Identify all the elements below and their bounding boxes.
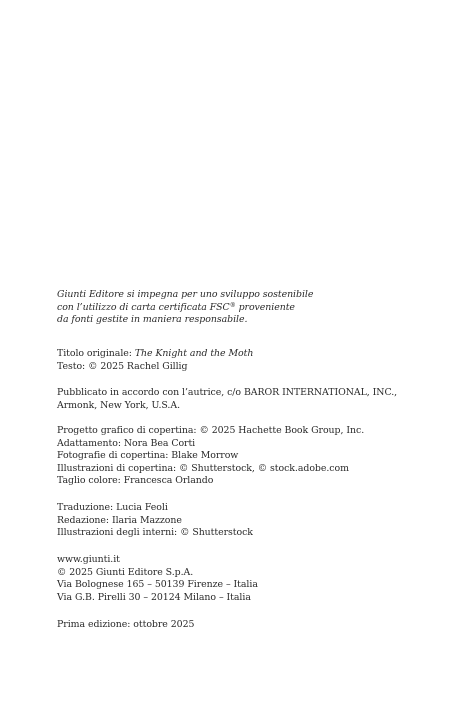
- fsc-line-2-end: proveniente: [235, 301, 295, 313]
- credit-line: Progetto grafico di copertina: © 2025 Hachette Book Group, Inc.: [57, 425, 365, 436]
- text-credit: Testo: © 2025 Rachel Gillig: [57, 360, 188, 372]
- publisher-copyright: © 2025 Giunti Editore S.p.A.: [57, 566, 194, 578]
- registered-mark: ®: [229, 301, 236, 309]
- publisher-address-milan: Via G.B. Pirelli 30 – 20124 Milano – Italia: [57, 591, 251, 603]
- translation-line: Traduzione: Lucia Feoli: [57, 502, 168, 513]
- publication-agreement: [57, 387, 437, 412]
- credit-line: Taglio colore: Francesca Orlando: [57, 475, 214, 487]
- publisher-address-florence: Via Bolognese 165 – 50139 Firenze – Italia: [57, 579, 258, 591]
- original-title-block: [57, 348, 437, 373]
- publisher-website: www.giunti.it: [57, 554, 120, 565]
- publication-line-1: Pubblicato in accordo con l’autrice, c/o BAROR INTERNATIONAL, INC.,: [57, 387, 398, 398]
- edition-info: [57, 619, 437, 632]
- fsc-line-2-text: con l’utilizzo di carta certificata FSC: [57, 301, 230, 313]
- fsc-line-2: [57, 302, 437, 315]
- publication-line-2: Armonk, New York, U.S.A.: [57, 399, 180, 411]
- credit-line: Adattamento: Nora Bea Corti: [57, 437, 196, 449]
- translation-credits: [57, 502, 437, 540]
- credit-line: Illustrazioni di copertina: © Shutterstock, © stock.adobe.com: [57, 462, 349, 474]
- original-title-value: The Knight and the Moth: [134, 348, 254, 359]
- original-title-label: Titolo originale:: [57, 348, 135, 359]
- fsc-line-3: da fonti gestite in maniera responsabile.: [57, 314, 248, 326]
- fsc-line-1: Giunti Editore si impegna per uno sviluppo sostenibile: [57, 289, 314, 300]
- editing-line: Redazione: Ilaria Mazzone: [57, 514, 182, 526]
- credit-line: Fotografie di copertina: Blake Morrow: [57, 450, 239, 462]
- interior-illustrations-line: Illustrazioni degli interni: © Shutterstock: [57, 527, 253, 539]
- original-title-line: [57, 348, 437, 361]
- cover-credits: [57, 425, 437, 488]
- publisher-info: [57, 554, 437, 604]
- fsc-statement: [57, 289, 437, 327]
- edition-line: Prima edizione: ottobre 2025: [57, 619, 195, 630]
